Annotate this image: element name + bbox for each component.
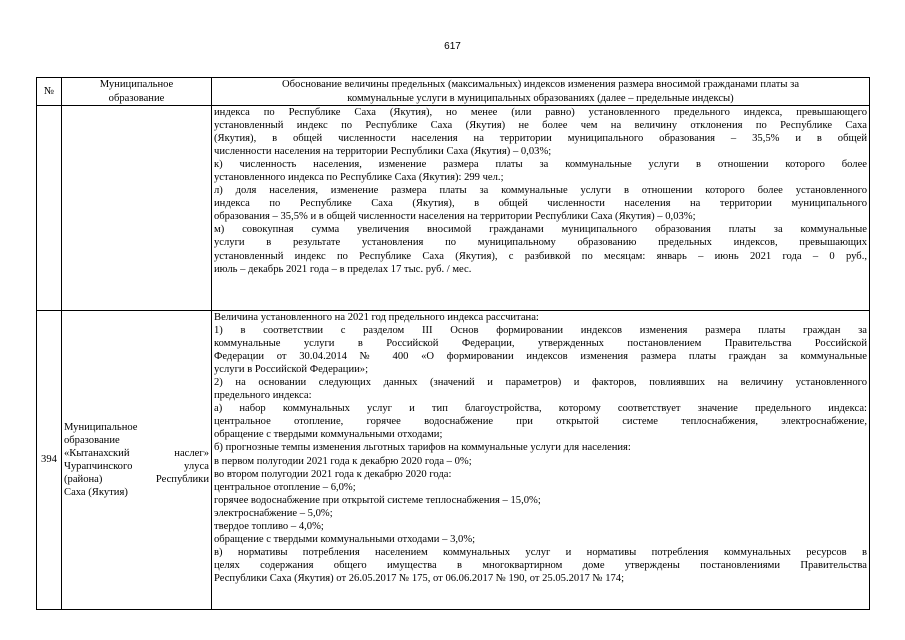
rationale-cell [212,106,870,311]
rationale-text [214,311,867,609]
text-line: июль – декабрь 2021 года – в пределах 17 тыс. руб. / мес. [214,263,472,275]
text-line: предельного индекса: [214,390,312,402]
municipality-cell [62,106,212,311]
text-line: обращение с твердыми коммунальными отходами – 3,0%; [214,533,476,545]
text-line: центральное отопление – 6,0%; [214,481,356,493]
text-line: Республики Саха (Якутия) от 26.05.2017 № 175, от 06.06.2017 № 190, от 25.05.2017 № 174; [214,572,625,584]
text-line: электроснабжение – 5,0%; [214,507,333,519]
header-municipality [62,78,212,106]
text-line: услуги в Российской Федерации»; [214,364,369,376]
municipality-cell [62,311,212,610]
row-number-cell: 394 [37,311,62,610]
text-line: установленного индекса по Республике Саха (Якутия): 299 чел.; [214,172,504,184]
text-line: коммунальные услуги в Российской Федерации, утвержденных постановлением Правительства Российской [214,338,867,350]
text-line: образования – 35,5% и в общей численности населения на территории Республики Саха (Якутия) – 0,03%; [214,211,696,223]
text-line: в) нормативы потребления населением коммунальных услуг и нормативы потребления коммунальных ресурсов в [214,546,867,558]
text-line: численности населения на территории Республики Саха (Якутия) – 0,03%; [214,146,552,158]
text-line: твердое топливо – 4,0%; [214,520,324,532]
text-line: 2) на основании следующих данных (значений и параметров) и факторов, повлиявших на величину установленного [214,377,867,389]
row-number-cell [37,106,62,311]
header-rationale [212,78,870,106]
header-municipality-line: Муниципальное [99,79,174,91]
header-municipality-line: образование [108,92,165,104]
text-line: а) набор коммунальных услуг и тип благоустройства, которому соответствует значение предельного индекса: [214,403,867,415]
text-line: (Якутия), в общей численности населения на территории муниципального образования – 35,5% и в общей [214,133,867,145]
text-line: во втором полугодии 2021 года к декабрю 2020 года: [214,468,452,480]
text-line: обращение с твердыми коммунальными отходами; [214,429,443,441]
page-number: 617 [444,41,461,52]
rationale-table [36,77,870,610]
text-line: установленный индекс по Республике Саха (Якутия) не более чем на величину отклонения по Республике Саха [214,120,867,132]
text-line: б) прогнозные темпы изменения льготных тарифов на коммунальные услуги для населения: [214,442,631,454]
text-line: м) совокупная сумма увеличения вносимой гражданами муниципального образования платы за коммунальные [214,224,867,236]
municipality-line: Муниципальное [64,421,138,433]
table-header-row [37,78,870,106]
text-line: центральное отопление, горячее водоснабжение при открытой системе теплоснабжения, электроснабжение, [214,416,867,428]
municipality-line: «Кытанахский наслег» [64,447,209,459]
text-line: к) численность населения, изменение размера платы за коммунальные услуги в отношении которого более [214,159,867,171]
table-row [37,311,870,610]
text-line: Величина установленного на 2021 год предельного индекса рассчитана: [214,312,539,323]
table-row [37,106,870,311]
rationale-cell [212,311,870,610]
text-line: целях содержания общего имущества в многоквартирном доме утверждены постановлениями Правительства [214,559,867,571]
text-line: 1) в соответствии с разделом III Основ формировании индексов изменения размера платы граждан за [214,325,867,337]
text-line: л) доля населения, изменение размера платы за коммунальные услуги в отношении которого более установленного [214,185,867,197]
text-line: горячее водоснабжение при открытой системе теплоснабжения – 15,0%; [214,494,541,506]
text-line: индекса по Республике Саха (Якутия), но менее (или равно) установленного предельного индекса, превышающего [214,107,867,118]
municipality-line: образование [64,434,120,446]
text-line: Федерации от 30.04.2014 № 400 «О формировании индексов изменения размера платы граждан за коммунальные [214,351,867,363]
header-number: № [37,78,62,106]
municipality-line: (района) Республики [64,474,209,486]
text-line: индекса по Республике Саха (Якутия), в общей численности населения на территории муниципального [214,198,867,210]
text-line: установленный индекс по Республике Саха (Якутия), с разбивкой по месяцам: январь – июнь 2021 года – 0 руб., [214,250,867,262]
header-rationale-line: Обоснование величины предельных (максимальных) индексов изменения размера вносимой гражданами платы за [281,79,800,91]
header-rationale-line: коммунальные услуги в муниципальных образованиях (далее – предельные индексы) [347,92,734,104]
municipality-line: Чурапчинского улуса [64,461,209,472]
rationale-text [214,106,867,276]
text-line: услуги в результате установления по муниципальному образованию предельных индексов, превышающих [214,237,867,249]
municipality-line: Саха (Якутия) [64,487,128,499]
text-line: в первом полугодии 2021 года к декабрю 2020 года – 0%; [214,455,472,467]
